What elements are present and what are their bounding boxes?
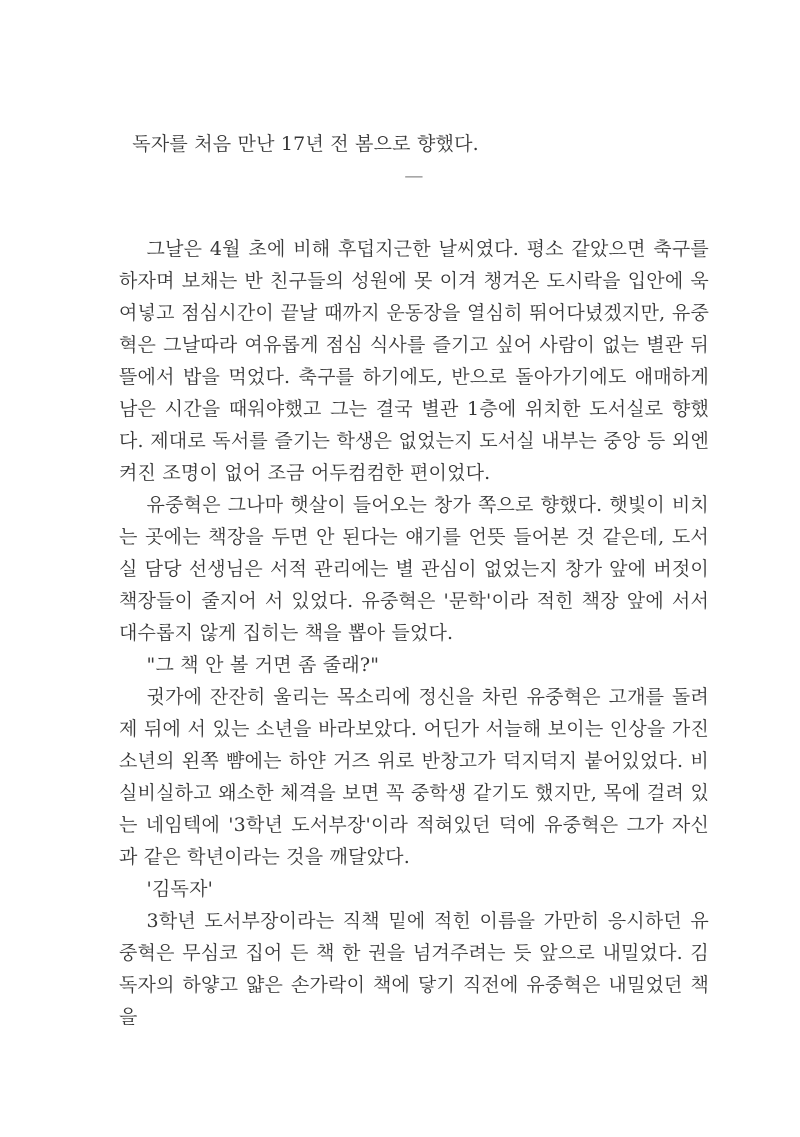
paragraph: 그날은 4월 초에 비해 후덥지근한 날씨였다. 평소 같았으면 축구를 하자며 보채는 반 친구들의 성원에 못 이겨 챙겨온 도시락을 입안에 욱여넣고 점심시간이 끝날 때까지 운동장을 열심히 뛰어다녔겠지만, 유중혁은 그날따라 여유롭게 점심 식사를 즐기고 싶어 사람이 없는 별관 뒤뜰에서 밥을 먹었다. 축구를 하기에도, 반으로 돌아가기에도 애매하게 남은 시간을 때워야했고 그는 결국 별관 1층에 위치한 도서실로 향했다. 제대로 독서를 즐기는 학생은 없었는지 도서실 내부는 중앙 등 외엔 켜진 조명이 없어 조금 어두컴컴한 편이었다.: [119, 238, 709, 484]
page-text-content: [119, 128, 709, 1033]
paragraph: 귓가에 잔잔히 울리는 목소리에 정신을 차린 유중혁은 고개를 돌려 제 뒤에 서 있는 소년을 바라보았다. 어딘가 서늘해 보이는 인상을 가진 소년의 왼쪽 뺨에는 하얀 거즈 위로 반창고가 덕지덕지 붙어있었다. 비실비실하고 왜소한 체격을 보면 꼭 중학생 같기도 했지만, 목에 걸려 있는 네임텍에 '3학년 도서부장'이라 적혀있던 덕에 유중혁은 그가 자신과 같은 학년이라는 것을 깨달았다.: [119, 686, 709, 868]
scene-break-dash: —: [404, 165, 424, 187]
paragraph-dialogue: "그 책 안 볼 거면 좀 줄래?": [146, 654, 380, 676]
paragraph: 3학년 도서부장이라는 직책 밑에 적힌 이름을 가만히 응시하던 유중혁은 무심코 집어 든 책 한 권을 넘겨주려는 듯 앞으로 내밀었다. 김독자의 하얗고 얇은 손가락이 책에 닿기 직전에 유중혁은 내밀었던 책을: [119, 910, 709, 1028]
paragraph-thought: '김독자': [146, 878, 214, 900]
paragraph-continuation: 독자를 처음 만난 17년 전 봄으로 향했다.: [132, 133, 479, 155]
paragraph: 유중혁은 그나마 햇살이 들어오는 창가 쪽으로 향했다. 햇빛이 비치는 곳에는 책장을 두면 안 된다는 얘기를 언뜻 들어본 것 같은데, 도서실 담당 선생님은 서적 관리에는 별 관심이 없었는지 창가 앞에 버젓이 책장들이 줄지어 서 있었다. 유중혁은 '문학'이라 적힌 책장 앞에 서서 대수롭지 않게 집히는 책을 뽑아 들었다.: [119, 494, 709, 644]
